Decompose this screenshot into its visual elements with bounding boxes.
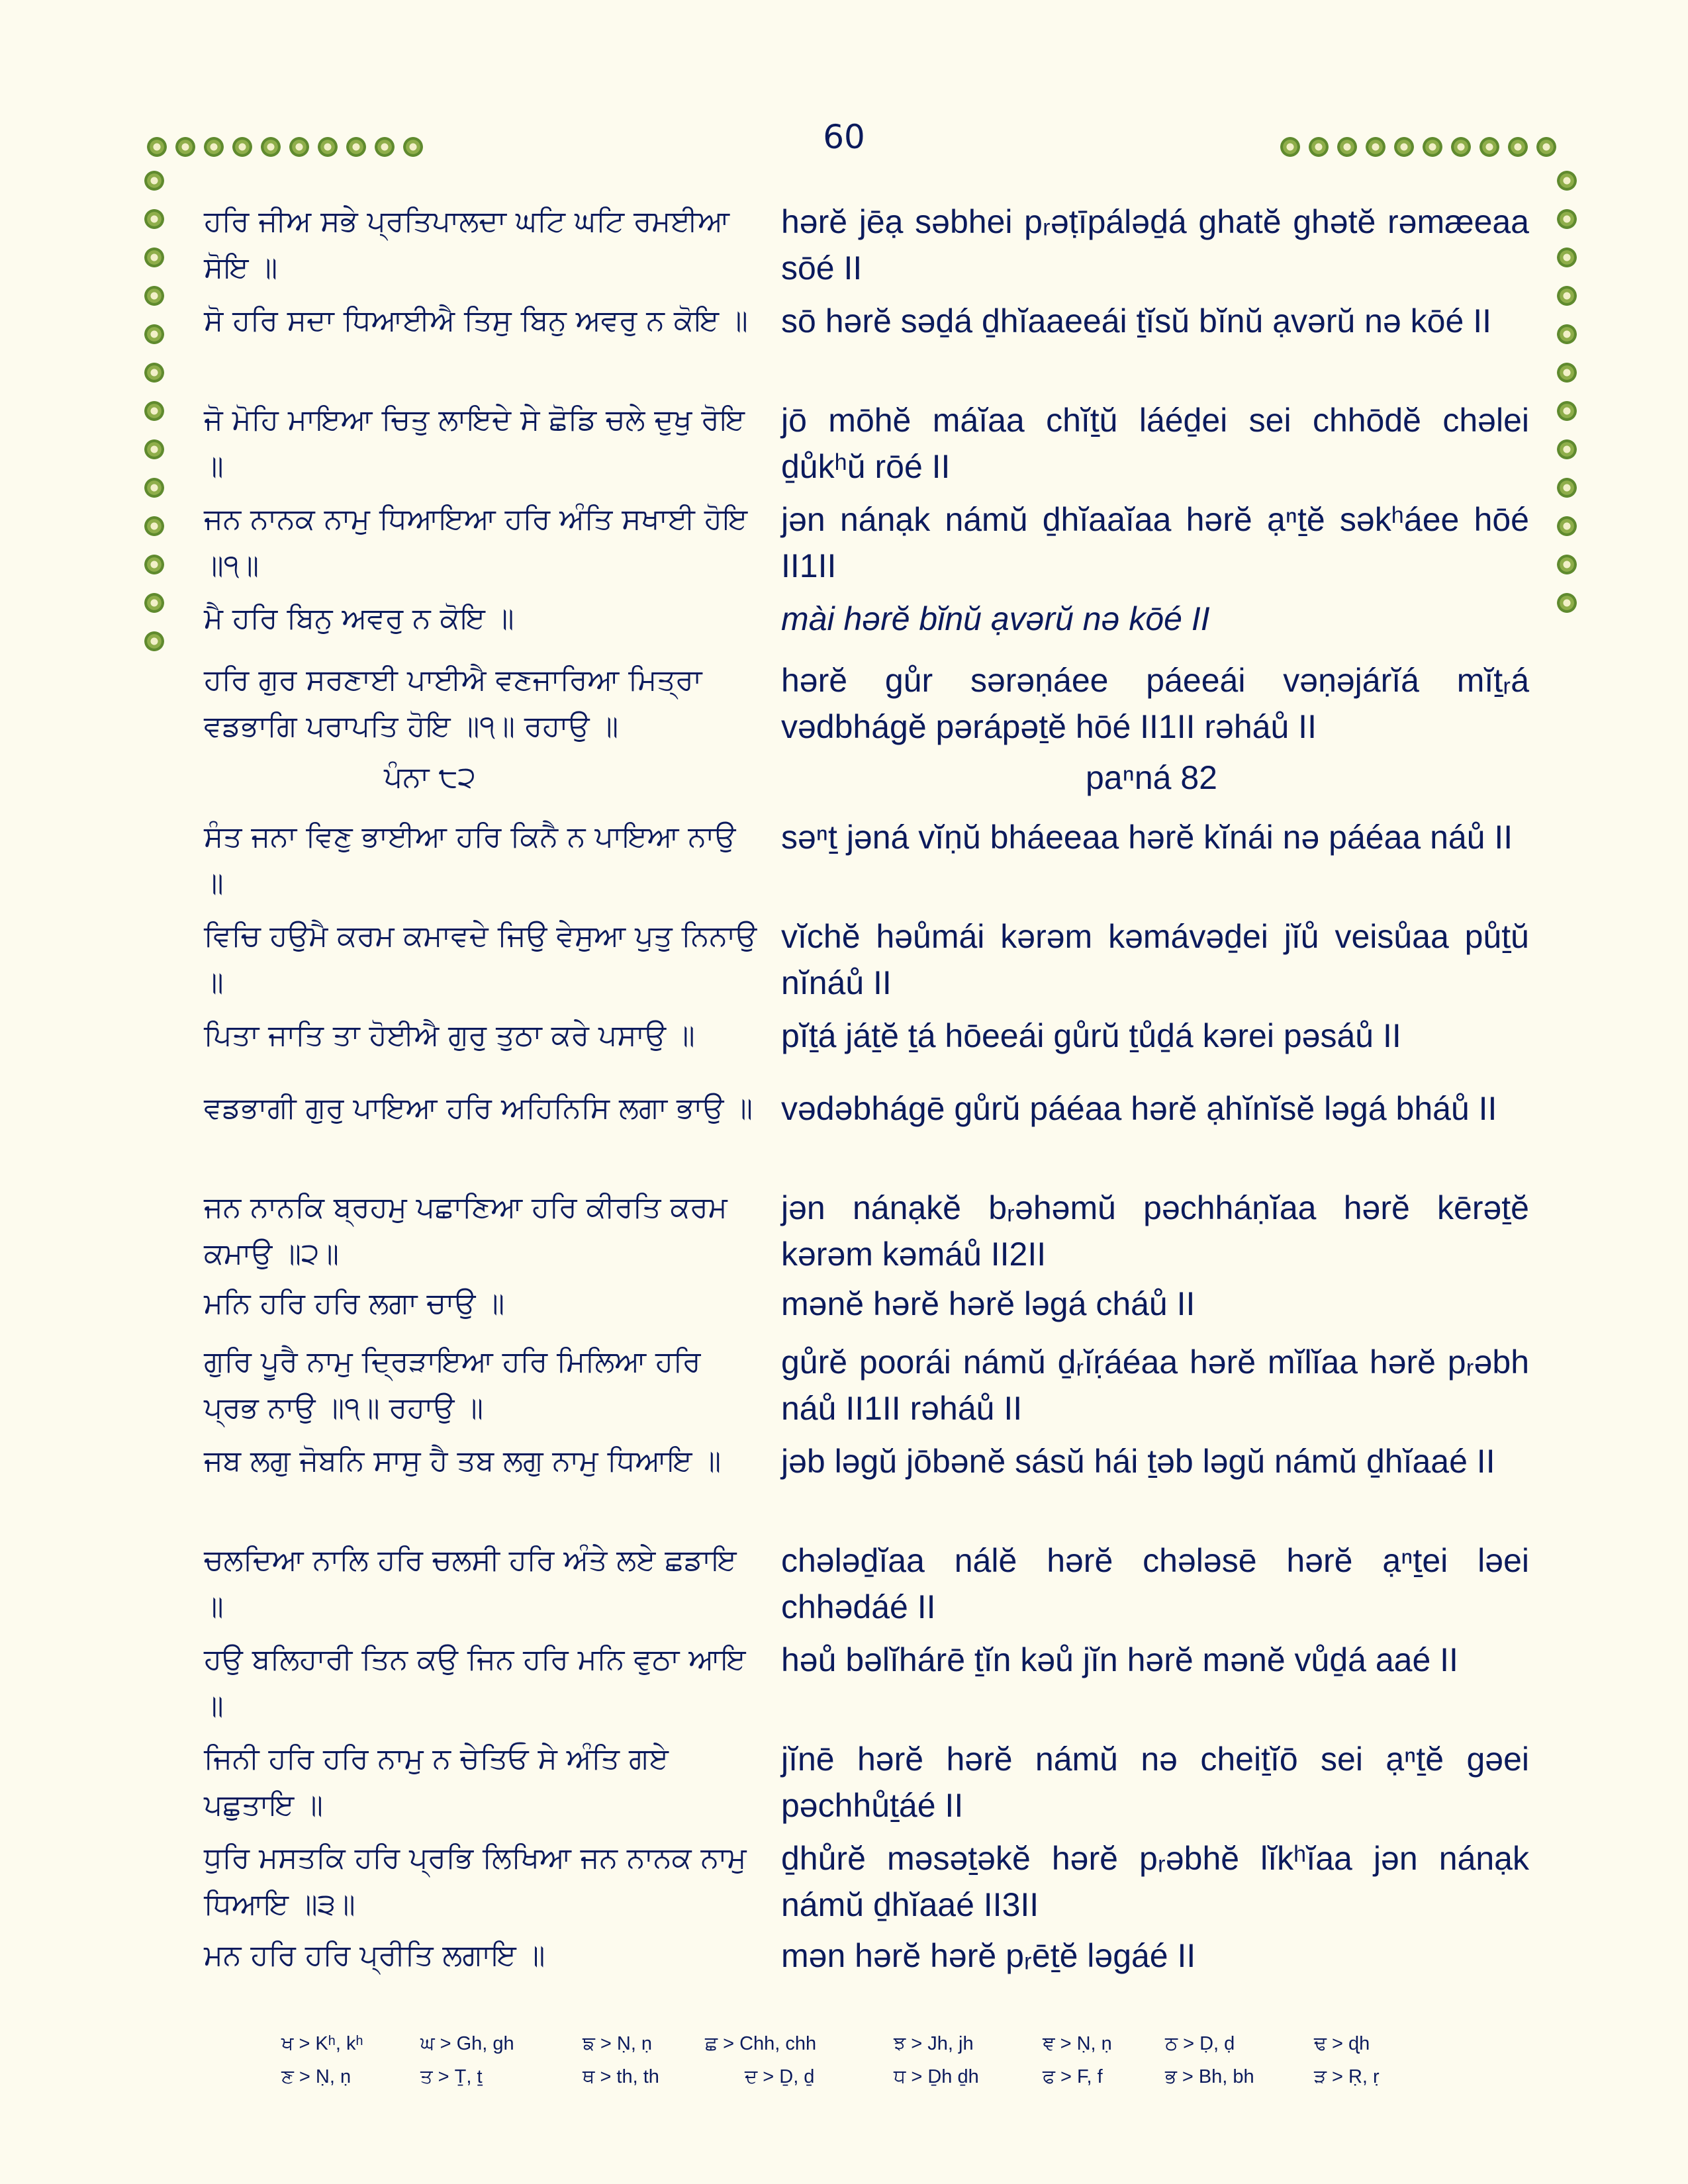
legend-item: ਙ > Ṇ, ṇ xyxy=(583,2033,653,2054)
legend-row xyxy=(281,2066,1473,2099)
transliteration-text: chələḏĭaa nálĕ hərĕ chələsē hərĕ ạⁿṯei ləei chhədáé II xyxy=(781,1542,1529,1625)
flower-icon xyxy=(1557,248,1577,267)
flower-icon xyxy=(144,516,164,536)
gurmukhi-text: ਸੋ ਹਰਿ ਸਦਾ ਧਿਆਈਐ ਤਿਸੁ ਬਿਨੁ ਅਵਰੁ ਨ ਕੋਇ ॥ xyxy=(204,304,748,338)
gurmukhi-text: ਧੁਰਿ ਮਸਤਕਿ ਹਰਿ ਪ੍ਰਭਿ ਲਿਖਿਆ ਜਨ ਨਾਨਕ ਨਾਮੁ ਧਿਆਇ ॥੩॥ xyxy=(204,1841,747,1921)
flower-icon xyxy=(1536,137,1556,157)
right-flower-border xyxy=(1557,171,1577,613)
legend-item: ਫ > F, f xyxy=(1043,2066,1103,2087)
flower-icon xyxy=(289,137,309,157)
flower-icon xyxy=(1394,137,1414,157)
flower-icon xyxy=(403,137,423,157)
flower-icon xyxy=(1337,137,1357,157)
legend-item: ਥ > th, th xyxy=(583,2066,659,2087)
page-number: 60 xyxy=(823,118,865,156)
legend-item: ਤ > Ṯ, ṯ xyxy=(420,2066,483,2087)
transliteration-text: jəb ləgŭ jōbənĕ sásŭ hái ṯəb ləgŭ námŭ ḏhĭaaé II xyxy=(781,1443,1495,1480)
transliteration-text: mən hərĕ hərĕ pᵣēṯĕ ləgáé II xyxy=(781,1937,1196,1974)
transliteration-text: hərĕ jēạ səbhei pᵣəṭīpáləḏá ghatĕ ghətĕ rəmæeaa sōé II xyxy=(781,203,1529,287)
flower-icon xyxy=(1557,439,1577,459)
gurmukhi-text: ਜਬ ਲਗੁ ਜੋਬਨਿ ਸਾਸੁ ਹੈ ਤਬ ਲਗੁ ਨਾਮੁ ਧਿਆਇ ॥ xyxy=(204,1444,722,1478)
left-flower-border xyxy=(144,171,164,651)
legend-item: ਭ > Bh, bh xyxy=(1165,2066,1254,2087)
gurmukhi-text: ਮਨ ਹਰਿ ਹਰਿ ਪ੍ਰੀਤਿ ਲਗਾਇ ॥ xyxy=(204,1938,545,1972)
flower-icon xyxy=(144,401,164,421)
flower-icon xyxy=(144,363,164,383)
gurmukhi-text: ਜਨ ਨਾਨਕਿ ਬ੍ਰਹਮੁ ਪਛਾਣਿਆ ਹਰਿ ਕੀਰਤਿ ਕਰਮ ਕਮਾਉ ॥੨॥ xyxy=(204,1191,727,1271)
transliteration-text: səⁿṯ jəná vĭṇŭ bháeeaa hərĕ kĭnái nə páéaa náů II xyxy=(781,819,1513,856)
flower-icon xyxy=(144,439,164,459)
flower-icon xyxy=(318,137,338,157)
flower-icon xyxy=(1423,137,1442,157)
flower-icon xyxy=(144,478,164,498)
gurmukhi-text: ਗੁਰਿ ਪੂਰੈ ਨਾਮੁ ਦ੍ਰਿੜਾਇਆ ਹਰਿ ਮਿਲਿਆ ਹਰਿ ਪ੍ਰਭ ਨਾਉ ॥੧॥ ਰਹਾਉ ॥ xyxy=(204,1345,701,1425)
flower-icon xyxy=(346,137,366,157)
transliteration-text: sō hərĕ səḏá ḏhĭaaeeái ṯĭsŭ bĭnŭ ạvərŭ nə kōé II xyxy=(781,302,1491,340)
gurmukhi-text: ਮਨਿ ਹਰਿ ਹਰਿ ਲਗਾ ਚਾਉ ॥ xyxy=(204,1287,505,1320)
legend-item: ਞ > Ṇ, ṇ xyxy=(1043,2033,1112,2054)
gurmukhi-text: ਚਲਦਿਆ ਨਾਲਿ ਹਰਿ ਚਲਸੀ ਹਰਿ ਅੰਤੇ ਲਏ ਛਡਾਇ ॥ xyxy=(204,1543,737,1623)
flower-icon xyxy=(1479,137,1499,157)
transliteration-text: pĭṯá jáṯĕ ṯá hōeeái gůrŭ ṯůḏá kərei pəsáů II xyxy=(781,1017,1401,1054)
flower-icon xyxy=(1557,209,1577,229)
transliteration-text: jō mōhĕ máĭaa chĭṯŭ láéḏei sei chhōdĕ chəlei ḏůkʰŭ rōé II xyxy=(781,402,1529,485)
flower-icon xyxy=(1451,137,1471,157)
flower-icon xyxy=(1557,171,1577,191)
transliteration-text: ḏhůrĕ məsəṯəkĕ hərĕ pᵣəbhĕ lĭkʰĭaa jən nánạk námŭ ḏhĭaaé II3II xyxy=(781,1840,1529,1923)
gurmukhi-text: ਵਡਭਾਗੀ ਗੁਰੁ ਪਾਇਆ ਹਰਿ ਅਹਿਨਿਸਿ ਲਗਾ ਭਾਉ ॥ xyxy=(204,1091,753,1125)
flower-icon xyxy=(1508,137,1528,157)
transliteration-text: gůrĕ poorái námŭ ḏᵣĭṛáéaa hərĕ mĭlĭaa hərĕ pᵣəbh náů II1II rəháů II xyxy=(781,1343,1529,1427)
flower-icon xyxy=(144,555,164,574)
flower-icon xyxy=(1557,401,1577,421)
transliteration-page-marker: paⁿná 82 xyxy=(1086,759,1217,796)
transliteration-text: vədəbhágē gůrŭ páéaa hərĕ ạhĭnĭsĕ ləgá bháů II xyxy=(781,1090,1497,1127)
transliteration-text: mənĕ hərĕ hərĕ ləgá cháů II xyxy=(781,1285,1196,1322)
top-right-flower-border xyxy=(1280,137,1556,157)
transliteration-text: həů bəlĭhárē ṯĭn kəů jĭn hərĕ mənĕ vůḏá aaé II xyxy=(781,1641,1458,1678)
legend-item: ਠ > Ḍ, ḍ xyxy=(1165,2033,1235,2054)
flower-icon xyxy=(144,286,164,306)
flower-icon xyxy=(1557,363,1577,383)
legend-item: ੜ > Ṛ, ṛ xyxy=(1314,2066,1380,2087)
gurmukhi-text: ਜੋ ਮੋਹਿ ਮਾਇਆ ਚਿਤੁ ਲਾਇਦੇ ਸੇ ਛੋਡਿ ਚਲੇ ਦੁਖੁ ਰੋਇ ॥ xyxy=(204,403,745,483)
flower-icon xyxy=(1309,137,1329,157)
flower-icon xyxy=(375,137,395,157)
flower-icon xyxy=(1366,137,1385,157)
transliteration-text: jĭnē hərĕ hərĕ námŭ nə cheiṯĭō sei ạⁿṯĕ gəei pəchhůṯáé II xyxy=(781,1741,1529,1824)
flower-icon xyxy=(147,137,167,157)
gurmukhi-text: ਸੰਤ ਜਨਾ ਵਿਣੁ ਭਾਈਆ ਹਰਿ ਕਿਨੈ ਨ ਪਾਇਆ ਨਾਉ ॥ xyxy=(204,820,736,900)
gurmukhi-text: ਜਿਨੀ ਹਰਿ ਹਰਿ ਨਾਮੁ ਨ ਚੇਤਿਓ ਸੇ ਅੰਤਿ ਗਏ ਪਛੁਤਾਇ ॥ xyxy=(204,1742,669,1822)
gurmukhi-text: ਜਨ ਨਾਨਕ ਨਾਮੁ ਧਿਆਇਆ ਹਰਿ ਅੰਤਿ ਸਖਾਈ ਹੋਇ ॥੧॥ xyxy=(204,502,748,582)
top-left-flower-border xyxy=(147,137,423,157)
transliteration-text: vĭchĕ həůmái kərəm kəmávəḏei jĭů veisůaa půṯŭ nĭnáů II xyxy=(781,918,1529,1001)
gurmukhi-text: ਹਰਿ ਜੀਅ ਸਭੇ ਪ੍ਰਤਿਪਾਲਦਾ ਘਟਿ ਘਟਿ ਰਮਈਆ ਸੋਇ ॥ xyxy=(204,205,730,285)
flower-icon xyxy=(144,593,164,613)
flower-icon xyxy=(1557,286,1577,306)
gurmukhi-text: ਵਿਚਿ ਹਉਮੈ ਕਰਮ ਕਮਾਵਦੇ ਜਿਉ ਵੇਸੁਆ ਪੁਤੁ ਨਿਨਾਉ ॥ xyxy=(204,919,757,999)
legend-item: ਧ > Ḏh ḏh xyxy=(894,2066,979,2087)
flower-icon xyxy=(204,137,224,157)
flower-icon xyxy=(1557,324,1577,344)
legend-row xyxy=(281,2033,1473,2066)
legend-item: ਣ > Ṇ, ṇ xyxy=(281,2066,352,2087)
transliteration-text: jən nánạkĕ bᵣəhəmŭ pəchháṇĭaa hərĕ kērəṯĕ kərəm kəmáů II2II xyxy=(781,1189,1529,1273)
legend-item: ਢ > ɖh xyxy=(1314,2033,1370,2054)
flower-icon xyxy=(1557,516,1577,536)
gurmukhi-page-marker: ਪੰਨਾ ੮੨ xyxy=(384,760,476,794)
flower-icon xyxy=(1557,478,1577,498)
transliteration-text: jən nánạk námŭ ḏhĭaaĭaa hərĕ ạⁿṯĕ səkʰáee hōé II1II xyxy=(781,501,1529,584)
flower-icon xyxy=(175,137,195,157)
transliteration-legend xyxy=(281,2033,1473,2099)
gurmukhi-text: ਹਉ ਬਲਿਹਾਰੀ ਤਿਨ ਕਉ ਜਿਨ ਹਰਿ ਮਨਿ ਵੁਠਾ ਆਇ ॥ xyxy=(204,1643,746,1723)
gurmukhi-text: ਹਰਿ ਗੁਰ ਸਰਣਾਈ ਪਾਈਐ ਵਣਜਾਰਿਆ ਮਿਤ੍ਰਾ ਵਡਭਾਗਿ ਪਰਾਪਤਿ ਹੋਇ ॥੧॥ ਰਹਾਉ ॥ xyxy=(204,663,702,743)
transliteration-text: mài hərĕ bĭnŭ ạvərŭ nə kōé II xyxy=(781,600,1210,637)
flower-icon xyxy=(1280,137,1300,157)
gurmukhi-text: ਪਿਤਾ ਜਾਤਿ ਤਾ ਹੋਈਐ ਗੁਰੁ ਤੁਠਾ ਕਰੇ ਪਸਾਉ ॥ xyxy=(204,1019,695,1052)
flower-icon xyxy=(144,324,164,344)
flower-icon xyxy=(144,248,164,267)
legend-item: ਝ > Jh, jh xyxy=(894,2033,974,2054)
transliteration-text: hərĕ gůr sərəṇáee páeeái vəṇəjárĭá mĭṯᵣá vədbhágĕ pərápəṯĕ hōé II1II rəháů II xyxy=(781,662,1529,745)
flower-icon xyxy=(1557,593,1577,613)
flower-icon xyxy=(232,137,252,157)
flower-icon xyxy=(144,209,164,229)
flower-icon xyxy=(144,171,164,191)
flower-icon xyxy=(144,631,164,651)
legend-item: ਘ > Gh, gh xyxy=(420,2033,514,2054)
legend-item: ਛ > Chh, chh xyxy=(705,2033,817,2054)
legend-item: ਦ > Ḏ, ḏ xyxy=(745,2066,815,2087)
legend-item: ਖ > Kʰ, kʰ xyxy=(281,2033,363,2054)
gurmukhi-text: ਮੈ ਹਰਿ ਬਿਨੁ ਅਵਰੁ ਨ ਕੋਇ ॥ xyxy=(204,602,514,635)
flower-icon xyxy=(1557,555,1577,574)
flower-icon xyxy=(261,137,281,157)
